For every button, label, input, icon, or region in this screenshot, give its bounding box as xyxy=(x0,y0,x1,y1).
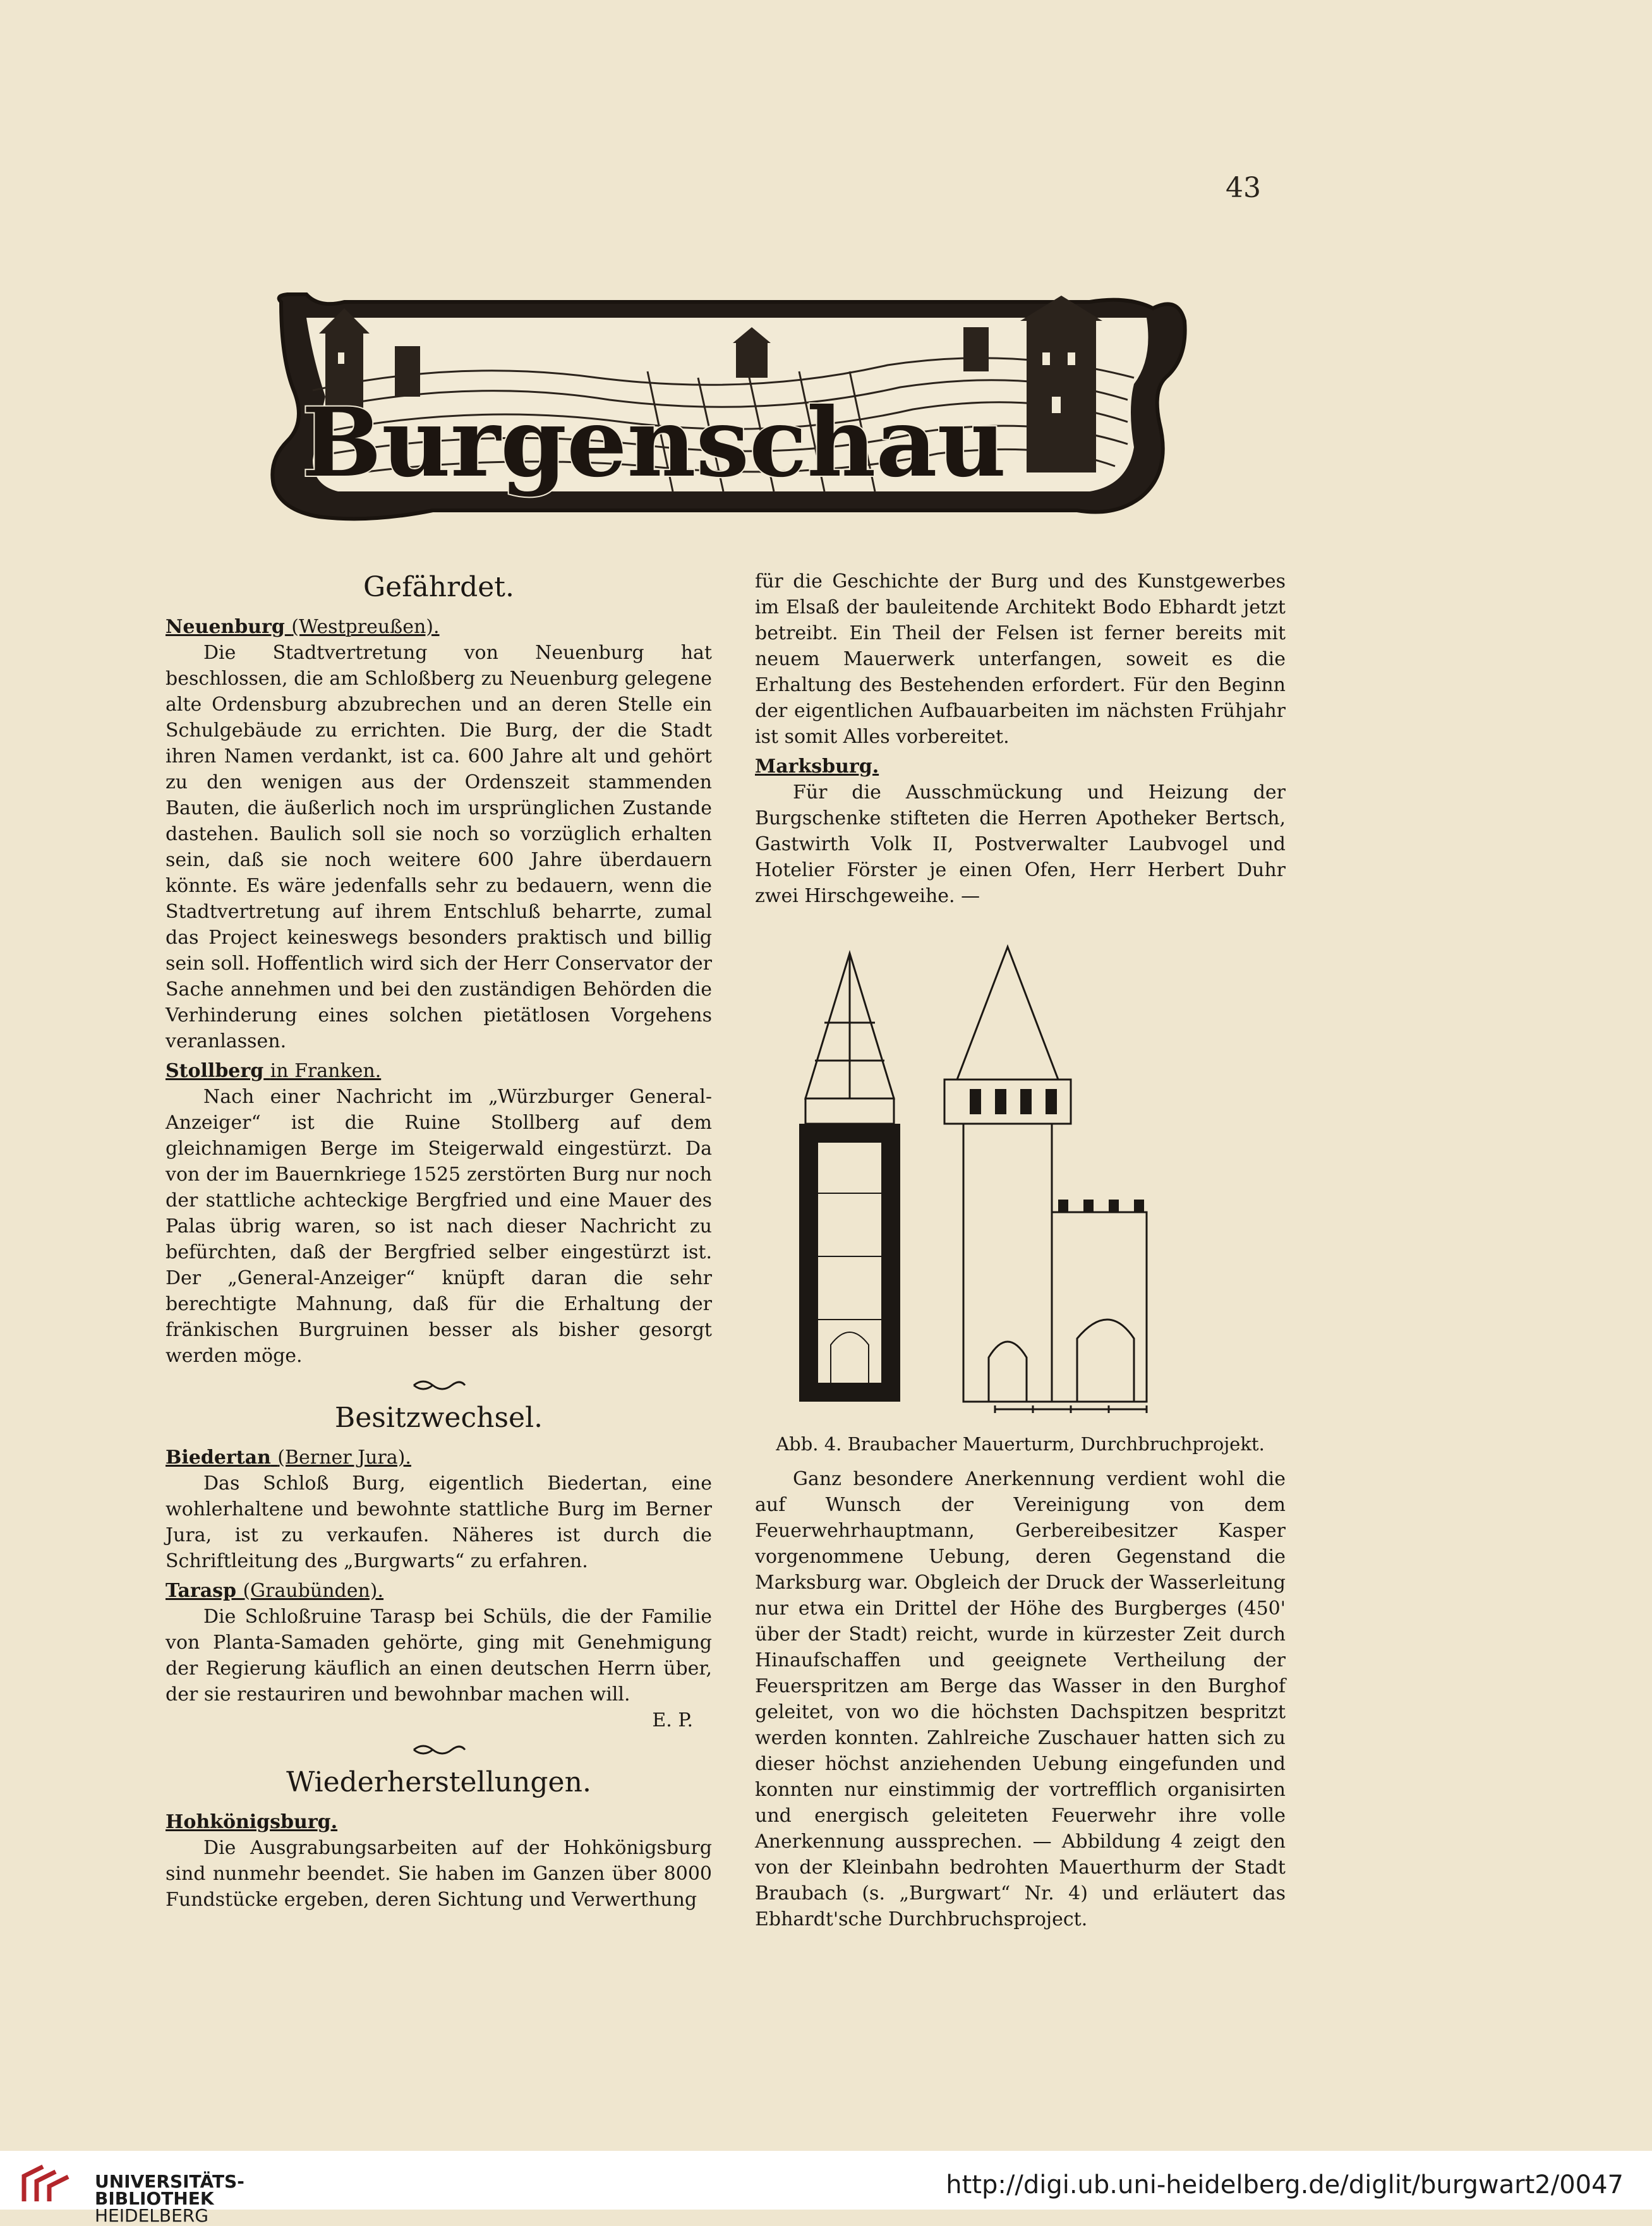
text-after-figure: Ganz besondere Anerkennung verdient wohl die auf Wunsch der Vereinigung von dem Feuerwehrhauptmann, Gerbereibesitzer Kasper vorgenommene Uebung, deren Gegenstand die Marksburg war. Obgleich der Druck der Wasserleitung nur etwa ein Drittel der Höhe des Burgberges (450' über der Stadt) reicht, wurde in kürzester Zeit durch Hinaufschaffen und geeignete Vertheilung der Feuerspritzen am Berge das Wasser in den Burghof geleitet, von wo die höchsten Dachspitzen bespritzt werden konnten. Zahlreiche Zuschauer hatten sich zu dieser höchst anziehenden Uebung eingefunden und konnten nur einstimmig der vortrefflich organisirten und energisch geleiteten Feuerwehr ihre volle Anerkennung aussprechen. — Abbildung 4 zeigt den von der Kleinbahn bedrohten Mauerthurm der Stadt Braubach (s. „Burgwart“ Nr. 4) und erläutert das Ebhardt'sche Durchbruchsproject. xyxy=(755,1468,1286,1930)
heading-besitzwechsel: Besitzwechsel. xyxy=(334,1402,543,1434)
text-neuenburg: Die Stadtvertretung von Neuenburg hat beschlossen, die am Schloßberg zu Neuenburg gelegene alte Ordensburg abzubrechen und an deren Stelle ein Schulgebäude zu errichten. Die Burg, der die Stadt ihren Namen verdankt, ist ca. 600 Jahre alt und gehört zu den wenigen aus der Ordenszeit stammenden Bauten, die äußerlich noch im ursprünglichen Zustande dastehen. Baulich soll sie noch so vorzüglich erhalten sein, daß sie noch weitere 600 Jahre überdauern könnte. Es wäre jedenfalls sehr zu bedauern, wenn die Stadtvertretung auf ihrem Entschluß beharrte, zumal das Project keineswegs besonders praktisch und billig sein soll. Hoffentlich wird sich der Herr Conservator der Sache annehmen und bei den zuständigen Behörden die Verhinderung eines solchen pietätlosen Vorgehens veranlassen. xyxy=(166,642,712,1052)
library-name xyxy=(95,2173,244,2224)
place-hohkoenigsburg: Hohkönigsburg. xyxy=(166,1811,338,1833)
tower-figure-illustration xyxy=(755,928,1286,1414)
text-hohkoenigsburg: Die Ausgrabungsarbeiten auf der Hohkönigsburg sind nunmehr beendet. Sie haben im Ganzen über 8000 Fundstücke ergeben, deren Sichtung und Verwerthung xyxy=(166,1837,712,1911)
text-continuation: für die Geschichte der Burg und des Kunstgewerbes im Elsaß der bauleitende Architekt Bodo Ebhardt jetzt betreibt. Ein Theil der Felsen ist ferner bereits mit neuem Mauerwerk unterfangen, soweit es die Erhaltung des Bestehenden erfordert. Für den Beginn der eigentlichen Aufbauarbeiten im nächsten Frühjahr ist somit Alles vorbereitet. xyxy=(755,570,1286,748)
library-name-line3: HEIDELBERG xyxy=(95,2205,208,2226)
source-url-link[interactable]: http://digi.ub.uni-heidelberg.de/diglit/burgwart2/0047 xyxy=(946,2170,1624,2199)
entry-head-hohkoenigsburg xyxy=(166,1809,712,1835)
region-tarasp: (Graubünden). xyxy=(243,1580,384,1602)
library-name-line2: BIBLIOTHEK xyxy=(95,2188,214,2209)
heading-gefaehrdet: Gefährdet. xyxy=(363,571,514,603)
heading-wiederherstellungen: Wiederherstellungen. xyxy=(286,1766,591,1798)
right-column xyxy=(755,569,1286,1936)
fleuron-ornament-icon-2 xyxy=(411,1742,467,1757)
text-biedertan: Das Schloß Burg, eigentlich Biedertan, eine wohlerhaltene und bewohnte stattliche Burg im Berner Jura, ist zu verkaufen. Näheres ist durch die Schriftleitung des „Burgwarts“ zu erfahren. xyxy=(166,1472,712,1572)
burgenschau-banner-illustration xyxy=(268,283,1191,529)
region-stollberg: in Franken. xyxy=(270,1060,382,1082)
text-stollberg: Nach einer Nachricht im „Würzburger General-Anzeiger“ ist die Ruine Stollberg auf dem gleichnamigen Berge im Steigerwald eingestürzt. Da von der im Bauernkriege 1525 zerstörten Burg nur noch der stattliche achteckige Bergfried und eine Mauer des Palas übrig waren, so ist nach dieser Nachricht zu befürchten, daß der Bergfried selber eingestürzt ist. Der „General-Anzeiger“ knüpft daran die sehr berechtigte Mahnung, daß für die Erhaltung der fränkischen Burgruinen besser als bisher gesorgt werden möge. xyxy=(166,1086,712,1367)
fleuron-ornament-icon xyxy=(411,1378,467,1393)
university-library-logo-icon xyxy=(18,2163,84,2205)
place-marksburg: Marksburg. xyxy=(755,755,879,778)
entry-head-stollberg xyxy=(166,1058,712,1084)
text-tarasp: Die Schloßruine Tarasp bei Schüls, die der Familie von Planta-Samaden gehörte, ging mit Genehmigung der Regierung käuflich an einen deutschen Herrn über, der sie restauriren und bewohnbar machen will. xyxy=(166,1606,712,1706)
entry-head-neuenburg xyxy=(166,614,712,640)
region-neuenburg: (Westpreußen). xyxy=(291,616,440,638)
figure-caption: Abb. 4. Braubacher Mauerturm, Durchbruchprojekt. xyxy=(776,1433,1265,1455)
entry-head-tarasp xyxy=(166,1578,712,1604)
banner-title: Burgenschau xyxy=(301,387,1006,498)
signature: E. P. xyxy=(652,1709,693,1731)
entry-head-biedertan xyxy=(166,1445,712,1471)
left-column xyxy=(166,569,712,1916)
text-marksburg: Für die Ausschmückung und Heizung der Burgschenke stifteten die Herren Apotheker Bertsch, Gastwirth Volk II, Postverwalter Laubvogel und Hotelier Förster je einen Ofen, Herr Herbert Duhr zwei Hirschgeweihe. — xyxy=(755,781,1286,907)
page-number: 43 xyxy=(1226,172,1261,204)
entry-head-marksburg xyxy=(755,754,1286,779)
place-tarasp: Tarasp xyxy=(166,1580,237,1602)
library-name-line1: UNIVERSITÄTS- xyxy=(95,2171,244,2192)
place-neuenburg: Neuenburg xyxy=(166,616,285,638)
place-stollberg: Stollberg xyxy=(166,1060,264,1082)
region-biedertan: (Berner Jura). xyxy=(277,1447,411,1469)
place-biedertan: Biedertan xyxy=(166,1447,271,1469)
